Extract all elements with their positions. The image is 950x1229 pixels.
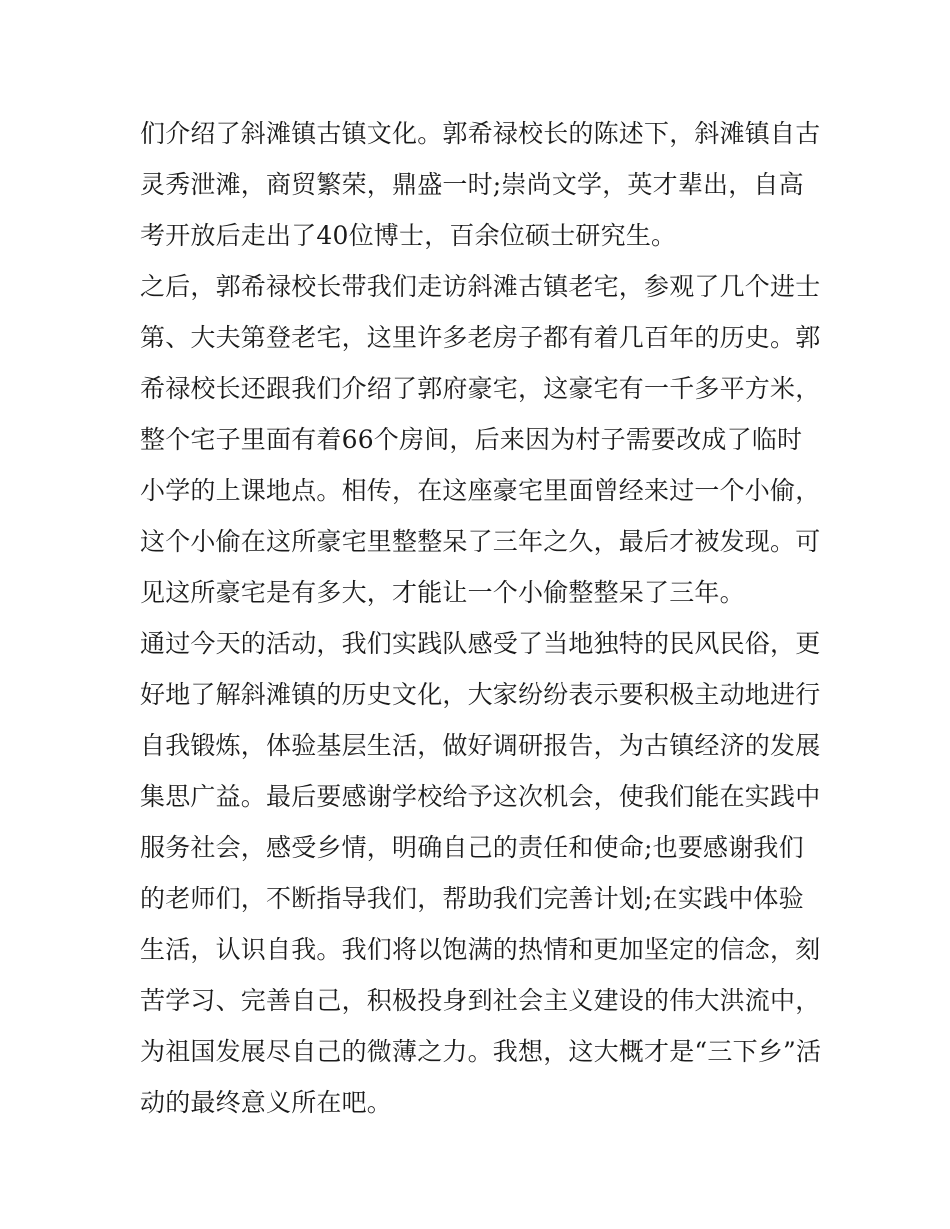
text-line: 希禄校长还跟我们介绍了郭府豪宅，这豪宅有一千多平方米， (140, 374, 821, 403)
paragraph-3 (140, 618, 822, 1128)
text-line: 生活，认识自我。我们将以饱满的热情和更加坚定的信念，刻 (140, 935, 821, 964)
text-line: 集思广益。最后要感谢学校给予这次机会，使我们能在实践中 (140, 782, 821, 811)
text-line: 小学的上课地点。相传，在这座豪宅里面曾经来过一个小偷， (140, 476, 821, 505)
text-line: 整个宅子里面有着66个房间，后来因为村子需要改成了临时 (140, 425, 803, 454)
text-line: 为祖国发展尽自己的微薄之力。我想，这大概才是“三下乡”活 (140, 1037, 822, 1066)
text-line: 苦学习、完善自己，积极投身到社会主义建设的伟大洪流中， (140, 986, 821, 1015)
text-line: 灵秀泄滩，商贸繁荣，鼎盛一时;崇尚文学，英才辈出，自高 (140, 170, 804, 199)
text-line: 好地了解斜滩镇的历史文化，大家纷纷表示要积极主动地进行 (140, 680, 821, 709)
text-line: 考开放后走出了40位博士，百余位硕士研究生。 (140, 221, 677, 250)
text-line: 这个小偷在这所豪宅里整整呆了三年之久，最后才被发现。可 (140, 527, 821, 556)
text-line: 动的最终意义所在吧。 (140, 1088, 393, 1117)
document-body (140, 108, 822, 1128)
text-line: 自我锻炼，体验基层生活，做好调研报告，为古镇经济的发展 (140, 731, 821, 760)
paragraph-2 (140, 261, 821, 618)
text-line: 之后，郭希禄校长带我们走访斜滩古镇老宅，参观了几个进士 (140, 272, 821, 301)
text-line: 见这所豪宅是有多大，才能让一个小偷整整呆了三年。 (140, 578, 745, 607)
text-line: 通过今天的活动，我们实践队感受了当地独特的民风民俗，更 (140, 629, 821, 658)
paragraph-1 (140, 108, 821, 261)
text-line: 的老师们，不断指导我们，帮助我们完善计划;在实践中体验 (140, 884, 804, 913)
text-line: 服务社会，感受乡情，明确自己的责任和使命;也要感谢我们 (140, 833, 804, 862)
text-line: 第、大夫第登老宅，这里许多老房子都有着几百年的历史。郭 (140, 323, 821, 352)
text-line: 们介绍了斜滩镇古镇文化。郭希禄校长的陈述下，斜滩镇自古 (140, 119, 821, 148)
